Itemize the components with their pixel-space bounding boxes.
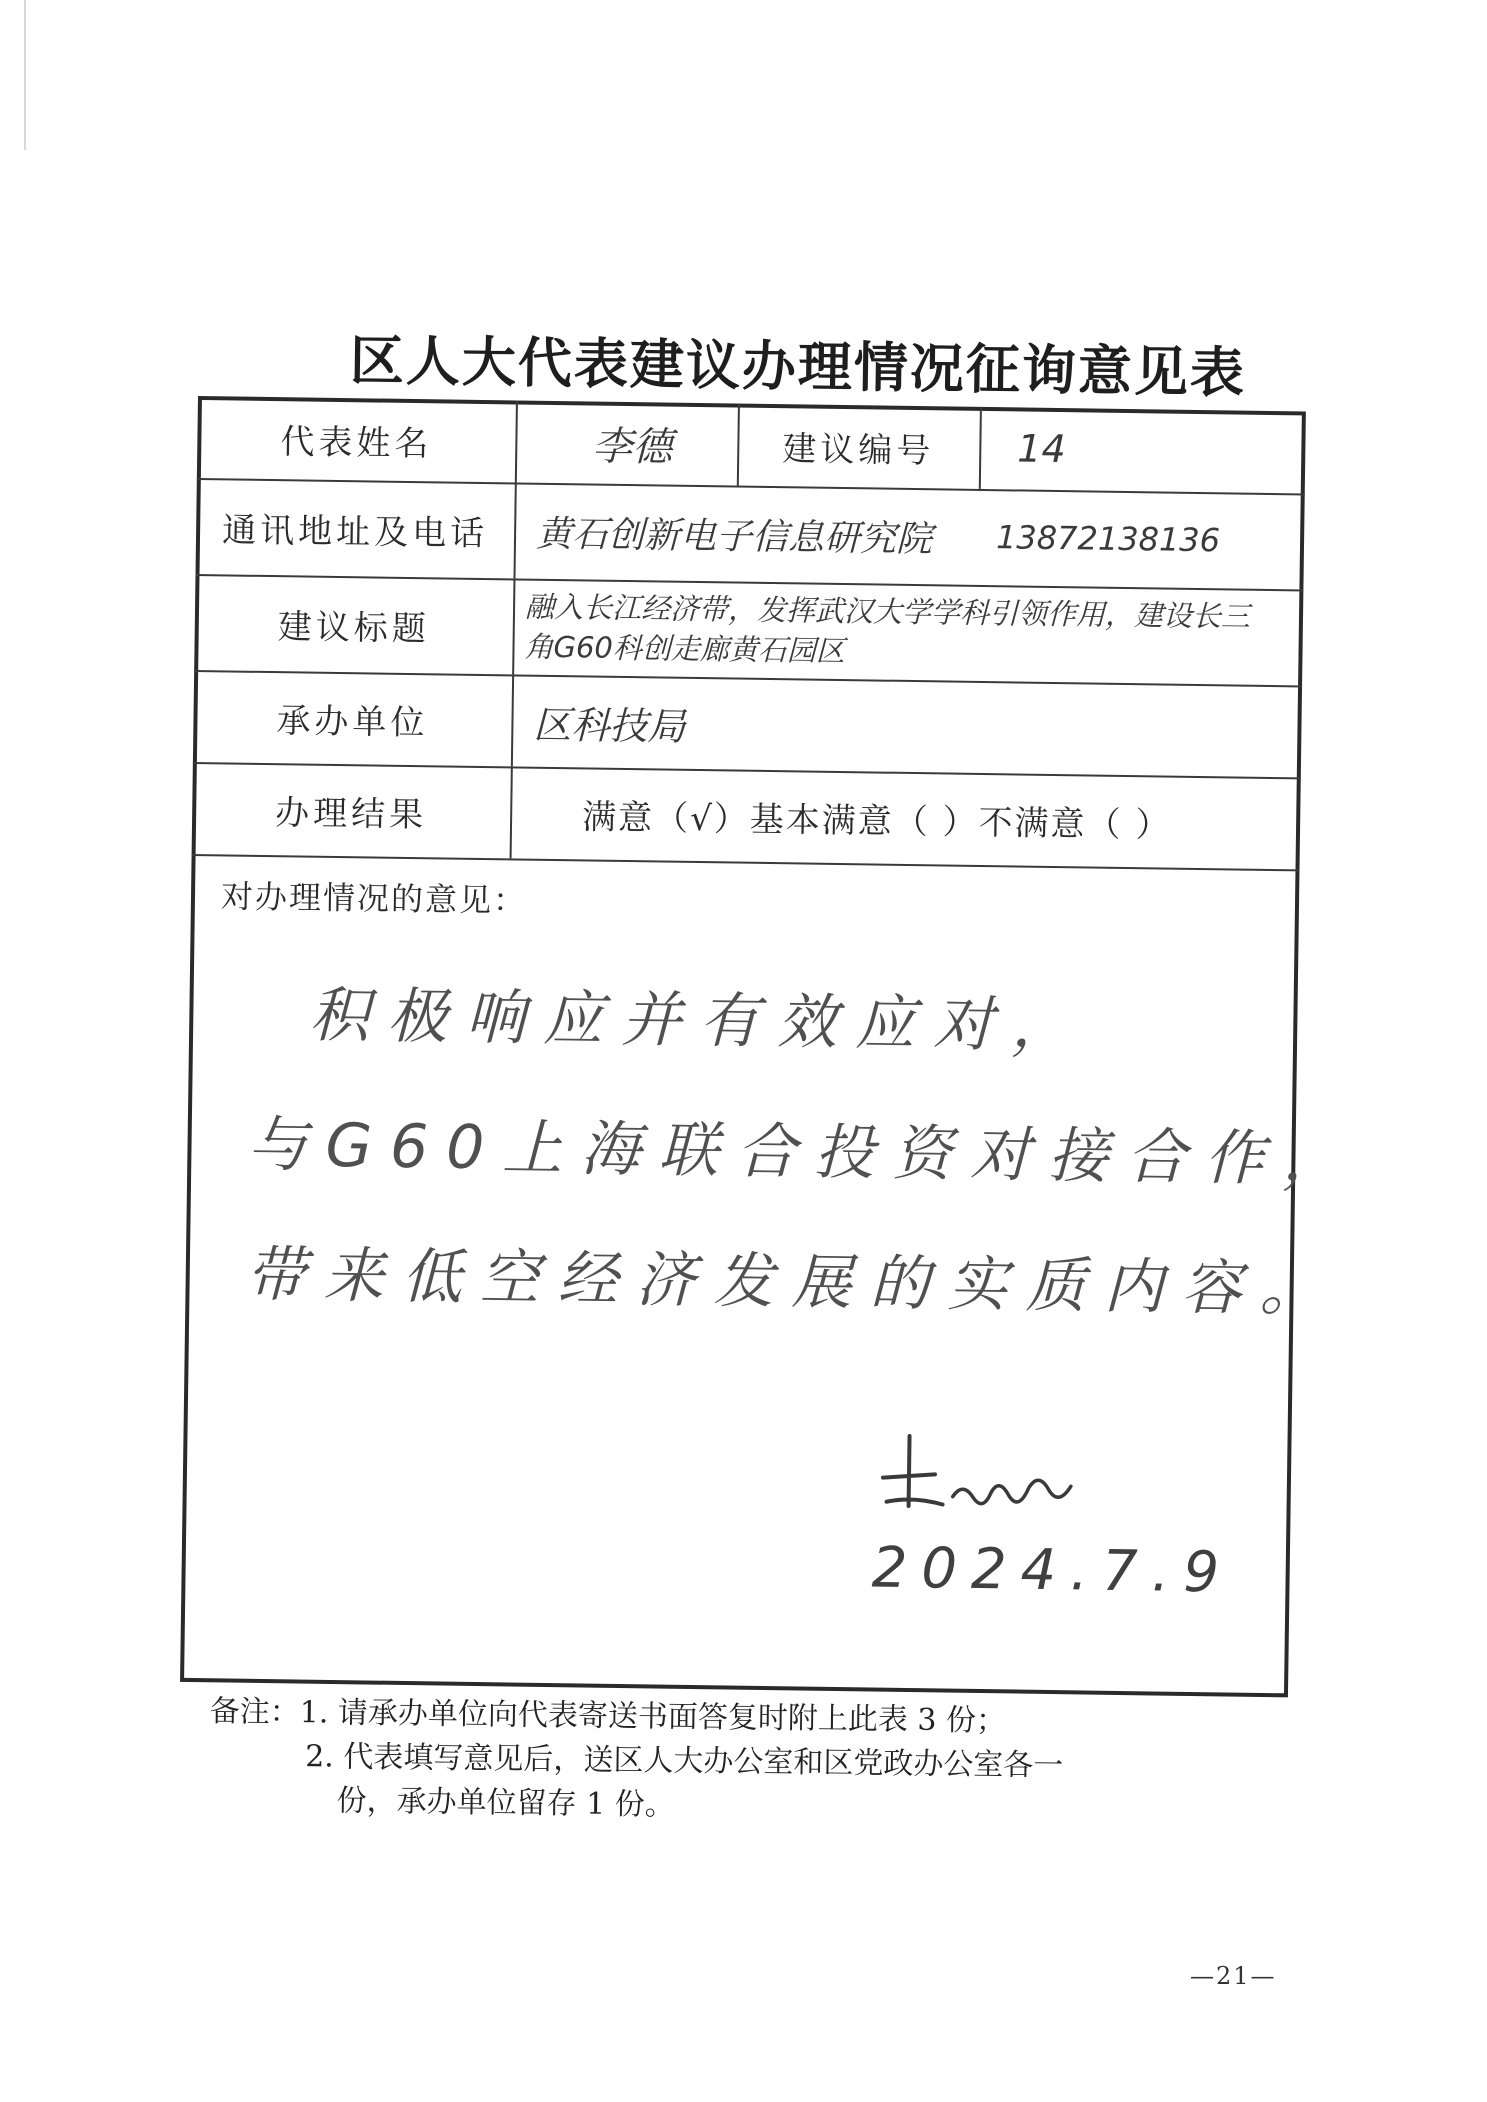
- note-line-2: 2. 代表填写意见后，送区人大办公室和区党政办公室各一: [304, 1739, 1064, 1784]
- row-proposal-title: [194, 574, 1303, 687]
- opinion-form: [180, 396, 1361, 1697]
- proposal-number-value: 14: [1017, 426, 1067, 472]
- document-title: 区人大代表建议办理情况征询意见表: [349, 328, 1247, 405]
- proposal-title-line-1: 融入长江经济带，发挥武汉大学学科引领作用，建设长三: [524, 589, 1251, 634]
- handling-unit-value: 区科技局: [533, 702, 686, 749]
- binding-margin-line: [24, 0, 26, 150]
- contact-label: 通讯地址及电话: [221, 509, 489, 554]
- page-number: —21—: [1190, 1962, 1277, 1990]
- row-contact: [195, 478, 1304, 591]
- opinion-line-1: 积极响应并有效应对，: [308, 980, 1090, 1062]
- opinion-label: 对办理情况的意见：: [220, 877, 528, 920]
- handling-result-options: 满意（√）基本满意（ ）不满意（ ）: [581, 796, 1172, 846]
- contact-phone-value: 13872138136: [995, 518, 1221, 560]
- notes-section: [208, 1690, 1290, 1835]
- handling-result-label: 办理结果: [274, 792, 428, 835]
- row-handling-unit: [193, 670, 1302, 779]
- contact-address-value: 黄石创新电子信息研究院: [535, 513, 933, 560]
- opinion-line-2: 与G60上海联合投资对接合作，: [247, 1109, 1361, 1196]
- note-line-3: 份，承办单位留存 1 份。: [336, 1783, 676, 1823]
- note-line-1: 备注：1. 请承办单位向代表寄送书面答复时附上此表 3 份；: [209, 1693, 1007, 1739]
- proposal-title-line-2: 角G60科创走廊黄石园区: [524, 629, 846, 669]
- representative-name-value: 李德: [592, 423, 673, 471]
- handwritten-signature: [872, 1426, 1083, 1519]
- opinion-line-3: 带来低空经济发展的实质内容。: [245, 1239, 1339, 1325]
- row-handling-result: [192, 762, 1301, 871]
- handling-unit-label: 承办单位: [276, 700, 429, 743]
- representative-name-label: 代表姓名: [280, 421, 433, 464]
- proposal-title-value: [524, 587, 1250, 677]
- signature-date: 2024.7.9: [871, 1535, 1234, 1606]
- proposal-number-label: 建议编号: [782, 428, 935, 471]
- proposal-title-label: 建议标题: [277, 606, 431, 649]
